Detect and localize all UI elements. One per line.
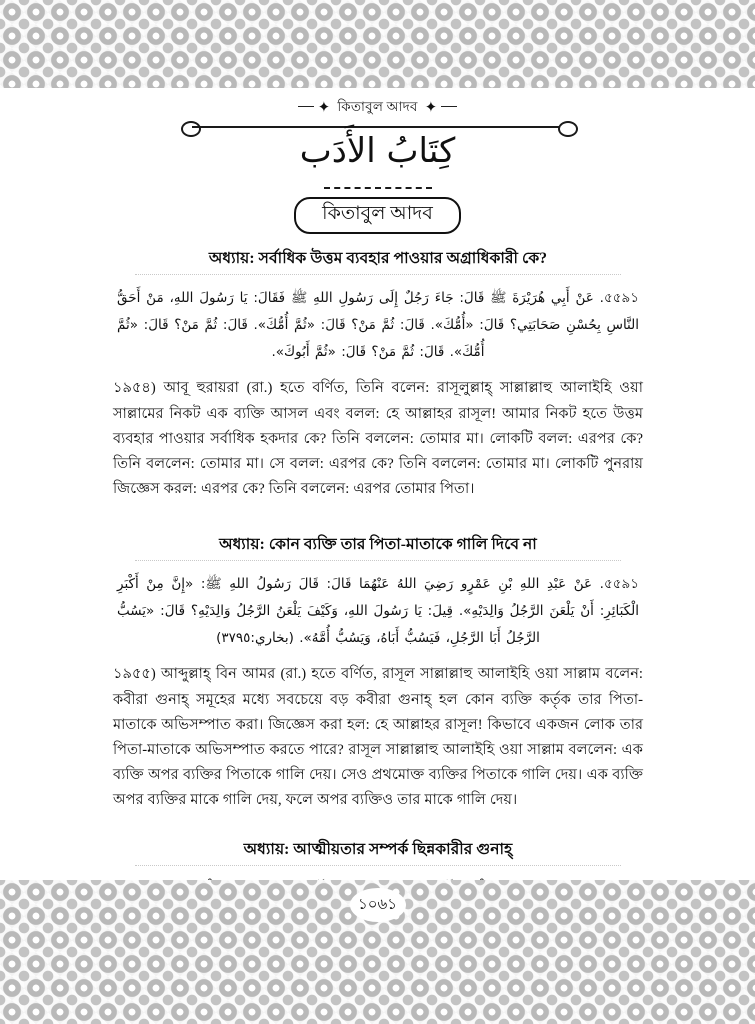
hadith-arabic-1-number: ৫৫৯১ (603, 290, 639, 307)
page-number: ১০৬১ (350, 888, 406, 922)
chapter-heading-3-text: অধ্যায়: আত্মীয়তার সম্পর্ক ছিন্নকারীর গুনাহ্ (243, 840, 513, 858)
right-ornament-icon: ✦ (424, 100, 438, 116)
content-column (113, 248, 643, 940)
rule-bar (192, 126, 564, 128)
hadith-arabic-2-reference: (بخاري:٣٧٩٥) (216, 630, 294, 647)
hadith-bangla-2 (113, 662, 643, 813)
hadith-arabic-1: ৫৫৯১. عَنْ أَبِي هُرَيْرَةَ ﷺ قَالَ: جَاءَ رَجُلٌ إِلَى رَسُولِ اللهِ ﷺ فَقَالَ: يَا رَسُولَ اللهِ، مَنْ أَحَقُّ النَّاسِ بِحُسْنِ صَحَابَتِي؟ قَالَ: «أُمُّكَ». قَالَ: ثُمَّ مَنْ؟ قَالَ: «ثُمَّ أُمُّكَ». قَالَ: ثُمَّ مَنْ؟ قَالَ: «ثُمَّ أُمُّكَ». قَالَ: ثُمَّ مَنْ؟ قَالَ: «ثُمَّ أَبُوكَ». (117, 290, 639, 361)
chapter-heading-2-divider (135, 560, 621, 561)
hadith-arabic-2-number: ৫৫৯১ (603, 576, 639, 593)
chapter-heading-3-divider (135, 865, 621, 866)
chapter-heading-1-divider (135, 274, 621, 275)
rule-dash-left (298, 106, 314, 107)
hadith-bangla-1-text: আবূ হুরায়রা (রা.) হতে বর্ণিত, তিনি বলেন: রাসূলুল্লাহ্ সাল্লাল্লাহু আলাইহি ওয়া সাল্লামের নিকট এক ব্যক্তি আসল এবং বলল: হে আল্লাহর রাসূল! আমার নিকট হতে উত্তম ব্যবহার পাওয়ার সর্বাধিক হকদার কে? তিনি বললেন: তোমার মা। লোকটি বলল: এরপর কে? তিনি বললেন: তোমার মা। সে বলল: এরপর কে? তিনি বললেন: তোমার মা। লোকটি পুনরায় জিজ্ঞেস করল: এরপর কে? তিনি বললেন: এরপর তোমার পিতা। (113, 380, 643, 497)
book-title-pill-wrapper (0, 197, 755, 234)
chapter-heading-2-text: অধ্যায়: কোন ব্যক্তি তার পিতা-মাতাকে গালি দিবে না (219, 535, 537, 553)
hadith-bangla-1-number: ১৯৫৪) (113, 380, 156, 397)
hadith-bangla-1 (113, 376, 643, 501)
rule-dash-right (441, 106, 457, 107)
book-title-arabic: كِتَابُ الأَدَب (299, 131, 456, 171)
hadith-arabic-2: ৫৫৯১. عَنْ عَبْدِ اللهِ بْنِ عَمْرٍو رَضِيَ اللهُ عَنْهُمَا قَالَ: قَالَ رَسُولُ اللهِ ﷺ: «إِنَّ مِنْ أَكْبَرِ الْكَبَائِرِ: أَنْ يَلْعَنَ الرَّجُلُ وَالِدَيْهِ». قِيلَ: يَا رَسُولَ اللهِ، وَكَيْفَ يَلْعَنُ الرَّجُلُ وَالِدَيْهِ؟ قَالَ: «يَسُبُّ الرَّجُلُ أَبَا الرَّجُلِ، فَيَسُبُّ أَبَاهُ، وَيَسُبُّ أُمَّهُ». (بخاري:٣٧٩٥) (117, 576, 639, 647)
left-ornament-icon: ✦ (317, 100, 331, 116)
chapter-heading-3 (113, 839, 643, 866)
page-folio (0, 888, 755, 922)
running-head (0, 96, 755, 119)
chapter-heading-1 (113, 248, 643, 275)
page-sheet (0, 88, 755, 880)
hadith-arabic-2-text: عَنْ عَبْدِ اللهِ بْنِ عَمْرٍو رَضِيَ اللهُ عَنْهُمَا قَالَ: قَالَ رَسُولُ اللهِ ﷺ: «إِنَّ مِنْ أَكْبَرِ الْكَبَائِرِ: أَنْ يَلْعَنَ الرَّجُلُ وَالِدَيْهِ». قِيلَ: يَا رَسُولَ اللهِ، وَكَيْفَ يَلْعَنُ الرَّجُلُ وَالِدَيْهِ؟ قَالَ: «يَسُبُّ الرَّجُلُ أَبَا الرَّجُلِ، فَيَسُبُّ أَبَاهُ، وَيَسُبُّ أُمَّهُ». (117, 576, 639, 647)
top-border-pattern (0, 0, 755, 88)
hadith-arabic-1-text: عَنْ أَبِي هُرَيْرَةَ ﷺ قَالَ: جَاءَ رَجُلٌ إِلَى رَسُولِ اللهِ ﷺ فَقَالَ: يَا رَسُولَ اللهِ، مَنْ أَحَقُّ النَّاسِ بِحُسْنِ صَحَابَتِي؟ قَالَ: «أُمُّكَ». قَالَ: ثُمَّ مَنْ؟ قَالَ: «ثُمَّ أُمُّكَ». قَالَ: ثُمَّ مَنْ؟ قَالَ: «ثُمَّ أُمُّكَ». قَالَ: ثُمَّ مَنْ؟ قَالَ: «ثُمَّ أَبُوكَ». (117, 290, 639, 361)
book-title-bengali-pill: কিতাবুল আদব (294, 197, 461, 234)
chapter-heading-1-text: অধ্যায়: সর্বাধিক উত্তম ব্যবহার পাওয়ার অগ্রাধিকারী কে? (208, 250, 548, 267)
hadith-bangla-2-number: ১৯৫৫) (113, 666, 156, 683)
hadith-bangla-2-text: আব্দুল্লাহ্ বিন আমর (রা.) হতে বর্ণিত, রাসূল সাল্লাল্লাহু আলাইহি ওয়া সাল্লাম বলেন: কবীরা গুনাহ্ সমূহের মধ্যে সবচেয়ে বড় কবীরা গুনাহ্ হল কোন ব্যক্তি কর্তৃক তার পিতা-মাতাকে অভিসম্পাত করা। জিজ্ঞেস করা হল: হে আল্লাহর রাসূল! কিভাবে একজন লোক তার পিতা-মাতাকে অভিসম্পাত করতে পারে? রাসূল সাল্লাল্লাহু আলাইহি ওয়া সাল্লাম বললেন: এক ব্যক্তি অপর ব্যক্তির পিতাকে গালি দেয়। সেও প্রথমোক্ত ব্যক্তির পিতাকে গালি দেয়। এক ব্যক্তি অপর ব্যক্তির মাকে গালি দেয়, ফলে অপর ব্যক্তিও তার মাকে গালি দেয়। (113, 666, 643, 808)
title-dashed-underline (0, 176, 755, 194)
chapter-heading-2 (113, 534, 643, 561)
running-head-title: কিতাবুল আদব (337, 99, 418, 114)
